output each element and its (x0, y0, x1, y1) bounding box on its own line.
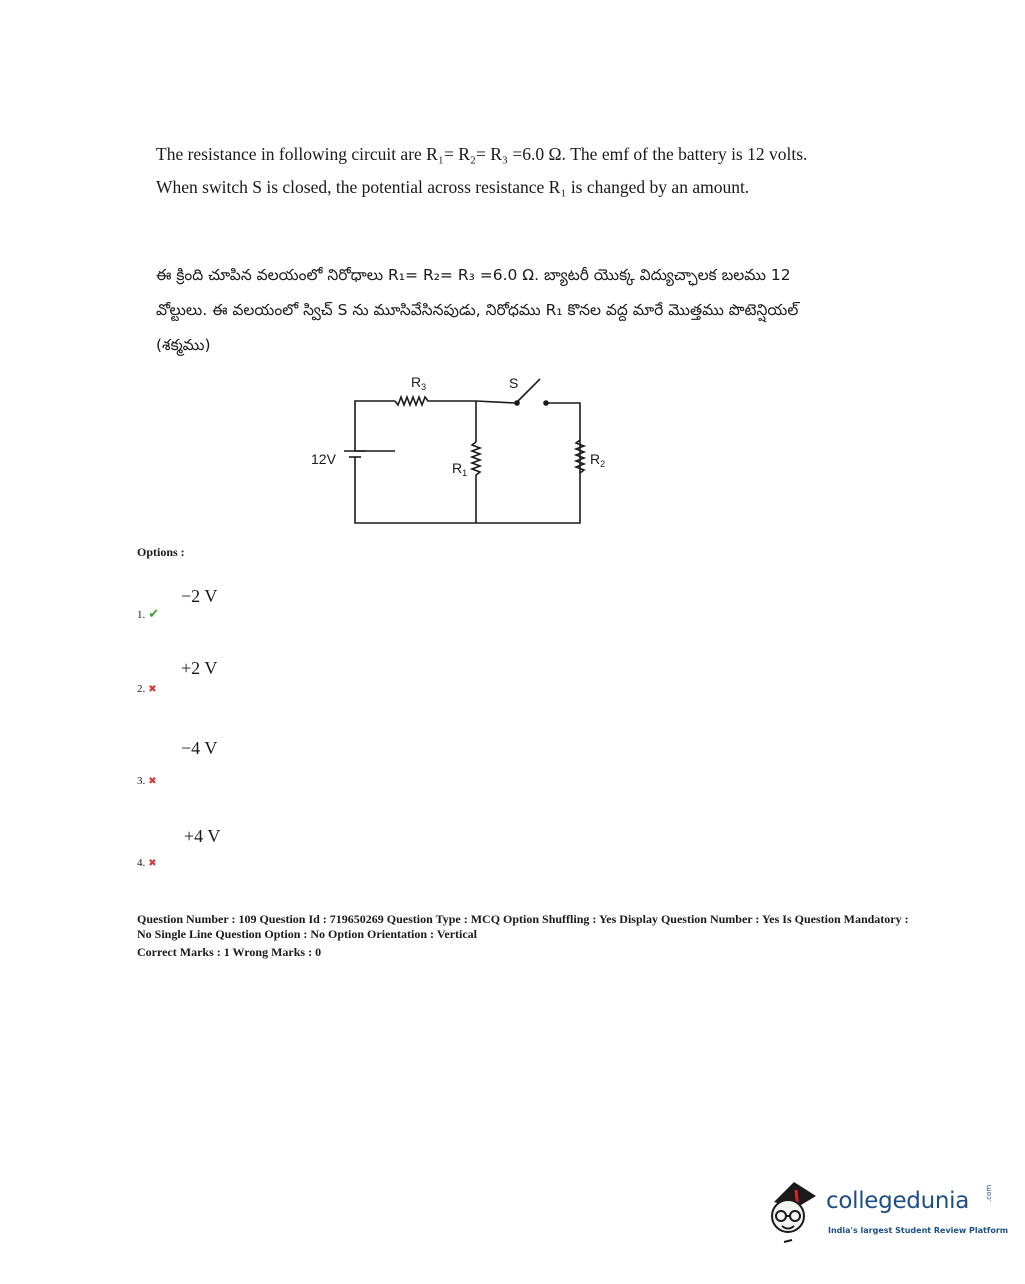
cross-icon: ✖ (148, 683, 157, 695)
option-4-text: +4 V (184, 826, 221, 846)
switch-contact-right (543, 400, 549, 406)
resistor-r3 (395, 397, 476, 405)
question-meta: Question Number : 109 Question Id : 719650269 Question Type : MCQ Option Shuffling : Yes Display Question Number : Yes Is Question Mandatory : No Single Line Question Option : No Option Orientation : Vertical (137, 912, 909, 941)
r1-label: $R_1$ (452, 460, 468, 478)
r3-label: $R_3$ (411, 374, 427, 392)
logo-name: collegedunia (826, 1188, 970, 1214)
circuit-diagram (300, 368, 606, 533)
resistor-r2 (576, 440, 584, 473)
option-1-number: 1. ✔ (137, 607, 160, 622)
resistor-r1 (472, 442, 480, 523)
switch-label: S (509, 375, 519, 391)
option-2-number: 2. ✖ (137, 683, 157, 695)
collegedunia-logo[interactable] (766, 1176, 1009, 1246)
wire-left-top (355, 401, 395, 451)
switch-lever (517, 379, 540, 402)
switch-contact-left (514, 400, 520, 406)
option-4-number: 4. ✖ (137, 857, 157, 869)
cross-icon: ✖ (148, 857, 157, 869)
logo-com: .com (985, 1184, 993, 1202)
wire-left-bottom (355, 403, 580, 523)
option-1-text: −2 V (181, 586, 218, 606)
marks-meta: Correct Marks : 1 Wrong Marks : 0 (137, 945, 322, 959)
option-3-number: 3. ✖ (137, 775, 157, 787)
cross-icon: ✖ (148, 775, 157, 787)
question-text-english: The resistance in following circuit are R₁= R₂= R₃ =6.0 Ω. The emf of the battery is 12 volts. When switch S is closed, the potential across resistance R₁ is changed by an amount. (156, 144, 808, 197)
check-icon: ✔ (148, 607, 160, 622)
battery-label: 12V (311, 451, 336, 467)
r2-label: $R_2$ (590, 451, 606, 469)
options-label: Options : (137, 545, 185, 559)
question-text-telugu: ఈ క్రింది చూపిన వలయంలో నిరోధాలు R₁= R₂= R₃ =6.0 Ω. బ్యాటరీ యొక్క విద్యుచ్ఛాలక బలము 12 వోల్టులు. ఈ వలయంలో స్విచ్ S ను మూసివేసినపుడు, నిరోధము R₁ కొనల వద్ద మారే మొత్తము పొటెన్షియల్ (శక్మము) (156, 266, 799, 354)
option-2-text: +2 V (181, 658, 218, 678)
option-3-text: −4 V (181, 738, 218, 758)
mascot-icon (766, 1176, 824, 1246)
wire-to-switch (476, 401, 515, 403)
logo-tagline: India's largest Student Review Platform (828, 1226, 1009, 1235)
